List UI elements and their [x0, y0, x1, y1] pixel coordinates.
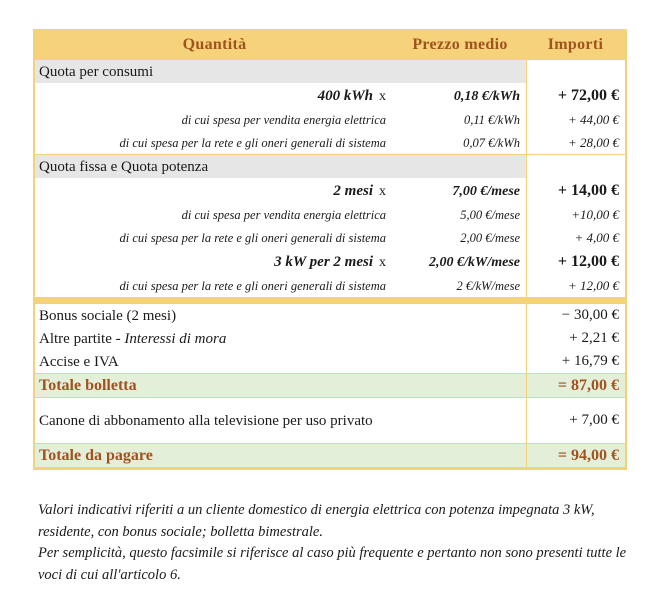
amount: − 30,00 € — [561, 307, 619, 323]
table-row — [35, 203, 625, 226]
unit-price: 0,18 €/kWh — [453, 88, 520, 104]
bill-table — [33, 29, 627, 470]
table-row — [35, 178, 625, 203]
totale-pagare-label: Totale da pagare — [39, 446, 153, 464]
sub-description: di cui spesa per la rete e gli oneri generali di sistema — [119, 230, 386, 245]
totale-bolletta-label: Totale bolletta — [39, 376, 137, 394]
unit-price: 2 €/kW/mese — [456, 278, 520, 293]
amount: + 2,21 € — [569, 330, 619, 346]
unit-price: 0,07 €/kWh — [463, 135, 520, 150]
amount: + 44,00 € — [567, 111, 619, 127]
amount: + 16,79 € — [561, 353, 619, 369]
header-quantita: Quantità — [182, 36, 247, 53]
table-row — [35, 226, 625, 249]
header-prezzo-medio: Prezzo medio — [412, 36, 508, 53]
multiply-sign: x — [379, 183, 386, 199]
table-row — [35, 83, 625, 108]
section-title: Quota per consumi — [39, 63, 154, 80]
spacer — [35, 435, 625, 443]
unit-price: 2,00 €/mese — [460, 230, 520, 245]
totale-pagare-amount: = 94,00 € — [557, 446, 619, 464]
footnote-line-2: Per semplicità, questo facsimile si riferisce al caso più frequente e pertanto non sono presenti tutte le voci di cui all'articolo 6. — [38, 545, 627, 583]
table-row — [35, 350, 625, 373]
sub-description: di cui spesa per la rete e gli oneri generali di sistema — [119, 278, 386, 293]
table-row — [35, 131, 625, 154]
header-importi: Importi — [547, 36, 604, 53]
amount: + 12,00 € — [557, 252, 619, 270]
totale-bolletta-amount: = 87,00 € — [557, 376, 619, 394]
amount: +10,00 € — [571, 206, 619, 222]
section-title: Quota fissa e Quota potenza — [39, 158, 209, 175]
totale-pagare-row — [35, 443, 625, 468]
quantity: 2 mesi — [333, 182, 373, 199]
canone-label: Canone di abbonamento alla televisione per uso privato — [39, 412, 373, 429]
footnote-line-1: Valori indicativi riferiti a un cliente domestico di energia elettrica con potenza impegnata 3 kW, residente, con bonus sociale; bolletta bimestrale. — [38, 502, 595, 540]
amount: + 4,00 € — [574, 229, 619, 245]
quantity: 400 kWh — [317, 87, 373, 104]
unit-price: 7,00 €/mese — [452, 183, 520, 199]
totale-bolletta-row — [35, 373, 625, 398]
table-row — [35, 274, 625, 297]
unit-price: 0,11 €/kWh — [463, 112, 520, 127]
table-row — [35, 108, 625, 131]
section-quota-consumi — [35, 59, 625, 83]
item-label: Accise e IVA — [39, 353, 119, 370]
amount: + 28,00 € — [567, 134, 619, 150]
item-label: Altre partite - — [39, 330, 125, 347]
table-header — [35, 31, 625, 59]
quantity: 3 kW per 2 mesi — [274, 253, 373, 270]
amount: + 72,00 € — [557, 86, 619, 104]
unit-price: 2,00 €/kW/mese — [429, 254, 520, 270]
sub-description: di cui spesa per la rete e gli oneri generali di sistema — [119, 135, 386, 150]
item-label: Bonus sociale (2 mesi) — [39, 307, 177, 324]
multiply-sign: x — [379, 254, 386, 270]
sub-description: di cui spesa per vendita energia elettrica — [181, 112, 386, 127]
sub-description: di cui spesa per vendita energia elettrica — [181, 207, 386, 222]
section-divider — [35, 297, 625, 304]
amount: + 12,00 € — [567, 277, 619, 293]
item-label-extra: Interessi di mora — [124, 330, 227, 347]
amount: + 14,00 € — [557, 181, 619, 199]
table-row — [35, 304, 625, 327]
multiply-sign: x — [379, 88, 386, 104]
footnote — [38, 500, 628, 586]
unit-price: 5,00 €/mese — [460, 207, 520, 222]
spacer — [35, 398, 625, 406]
table-row — [35, 249, 625, 274]
canone-amount: + 7,00 € — [569, 412, 619, 428]
table-row — [35, 327, 625, 350]
section-quota-fissa — [35, 154, 625, 178]
canone-row — [35, 406, 625, 435]
